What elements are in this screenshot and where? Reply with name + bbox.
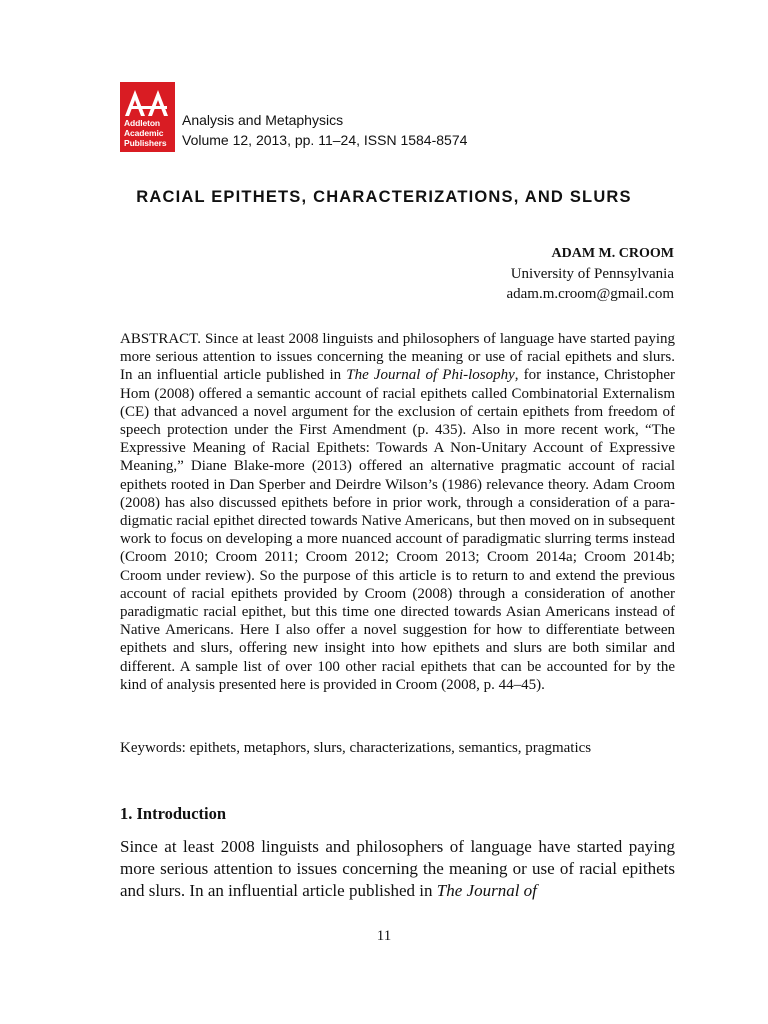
logo-line-3: Publishers [124,138,167,148]
author-name: ADAM M. CROOM [551,246,674,261]
journal-header [182,110,467,150]
logo-text [124,118,166,148]
intro-text: Since at least 2008 linguists and philosophers of language have started paying more serious attention to issues concerning the meaning or use of racial epithets and slurs. In an influential article published in [120,837,675,900]
abstract-text-1: ABSTRACT. Since at least 2008 linguists and philosophers of language have started paying more serious attention to issues concerning the meaning or use of racial epithets and slurs. In an influential article published in [120,331,675,384]
intro-journal-title: The Journal of [436,881,537,900]
author-affiliation: University of Pennsylvania [510,266,674,282]
publisher-logo [120,82,175,152]
keywords: Keywords: epithets, metaphors, slurs, characterizations, semantics, pragmatics [120,740,592,756]
author-block [506,244,674,304]
journal-name: Analysis and Metaphysics [182,112,344,128]
aa-logo-icon [123,86,172,118]
section-heading: 1. Introduction [120,804,227,823]
page-number: 11 [376,928,392,944]
intro-paragraph [120,836,675,902]
abstract-journal-title: The Journal of Phi-losophy [346,367,515,384]
logo-line-1: Addleton [124,118,161,128]
author-email[interactable]: adam.m.croom@gmail.com [506,286,674,302]
article-title: RACIAL EPITHETS, CHARACTERIZATIONS, AND SLURS [136,188,632,206]
abstract [120,330,675,694]
journal-citation: Volume 12, 2013, pp. 11–24, ISSN 1584-8574 [182,132,468,148]
abstract-text-2: , for instance, Christopher Hom (2008) offered a semantic account of racial epithets called Combinatorial Externalism (CE) that advanced a novel argument for the exclusion of certain epithets from freedom of speech protection under the First Amendment (p. 435). Also in more recent work, “The Expressive Meaning of Racial Epithets: Towards A Non-Unitary Account of Expressive Meaning,” Diane Blake-more (2013) offered an alternative pragmatic account of racial epithets rooted in Dan Sperber and Deirdre Wilson’s (1986) relevance theory. Adam Croom (2008) has also discussed epithets before in prior work, through a consideration of a para-digmatic racial epithet directed towards Native Americans, but then moved on in subsequent work to focus on developing a more nuanced account of paradigmatic slurring terms instead (Croom 2010; Croom 2011; Croom 2012; Croom 2013; Croom 2014a; Croom 2014b; Croom under review). So the purpose of this article is to return to and extend the previous account of racial epithets provided by Croom (2008) through a consideration of another paradigmatic racial epithet, but this time one directed towards Asian Americans instead of Native Americans. Here I also offer a novel suggestion for how to differentiate between epithets and slurs, offering new insight into how epithets and slurs are both similar and different. A sample list of over 100 other racial epithets that can be accounted for by the kind of analysis presented here is provided in Croom (2008, p. 44–45). [120,367,675,693]
logo-line-2: Academic [124,128,164,138]
